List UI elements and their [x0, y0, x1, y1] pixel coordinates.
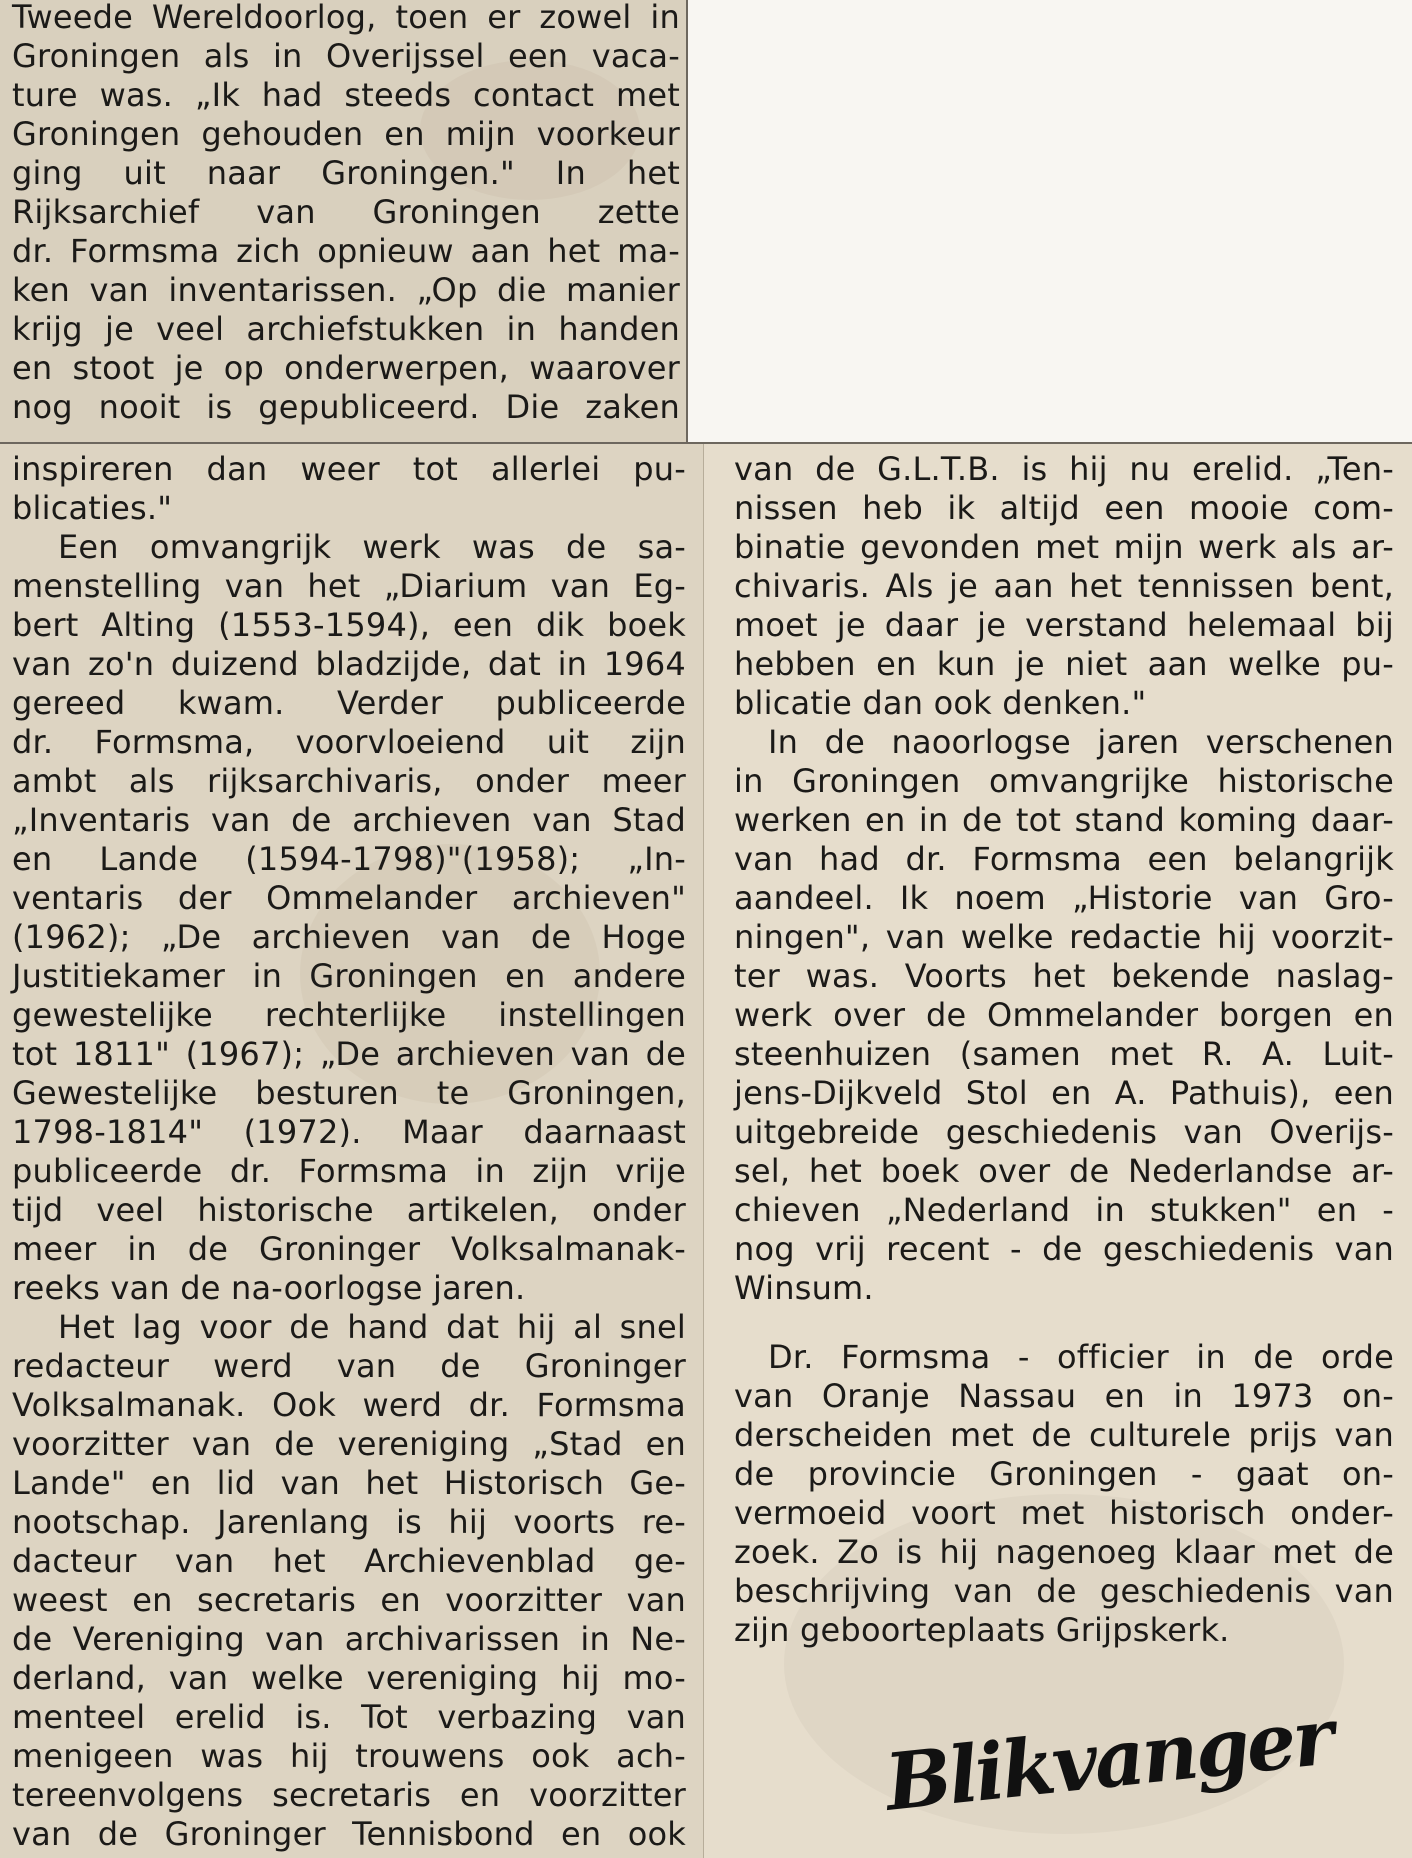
text-line: de provincie Groningen - gaat on-: [734, 1455, 1394, 1493]
text-line: dacteur van het Archievenblad ge-: [12, 1542, 686, 1580]
paragraph-gap: [734, 1308, 1394, 1338]
text-line: blicatie dan ook denken.": [734, 684, 1147, 722]
text-line: werken en in de tot stand koming daar-: [734, 801, 1394, 839]
text-line: krijg je veel archiefstukken in handen: [12, 310, 680, 348]
text-line: hebben en kun je niet aan welke pu-: [734, 645, 1394, 683]
paragraph-start: Dr. Formsma - officier in de orde: [768, 1338, 1394, 1376]
text-line: derscheiden met de culturele prijs van: [734, 1416, 1394, 1454]
paragraph-start: Een omvangrijk werk was de sa-: [58, 528, 686, 566]
text-line: menigeen was hij trouwens ook ach-: [12, 1737, 686, 1775]
text-line: van zo'n duizend bladzijde, dat in 1964: [12, 645, 686, 683]
text-line: ging uit naar Groningen." In het: [12, 154, 680, 192]
text-line: vermoeid voort met historisch onder-: [734, 1494, 1394, 1532]
text-line: Groningen gehouden en mijn voorkeur: [12, 115, 680, 153]
text-line: voorzitter van de vereniging „Stad en: [12, 1425, 686, 1463]
text-line: nootschap. Jarenlang is hij voorts re-: [12, 1503, 686, 1541]
text-line: uitgebreide geschiedenis van Overijs-: [734, 1113, 1394, 1151]
text-line: binatie gevonden met mijn werk als ar-: [734, 528, 1394, 566]
right-text-column: [734, 450, 1394, 1650]
text-line: inspireren dan weer tot allerlei pu-: [12, 450, 686, 488]
column-gutter: [703, 444, 704, 1858]
text-line: de Vereniging van archivarissen in Ne-: [12, 1620, 686, 1658]
text-line: nog nooit is gepubliceerd. Die zaken: [12, 388, 680, 426]
text-line: tereenvolgens secretaris en voorzitter: [12, 1776, 686, 1814]
text-line: in Groningen omvangrijke historische: [734, 762, 1394, 800]
text-line: ken van inventarissen. „Op die manier: [12, 271, 680, 309]
clipping-edge-vertical-top: [686, 0, 688, 444]
text-line: Rijksarchief van Groningen zette: [12, 193, 680, 231]
text-line: publiceerde dr. Formsma in zijn vrije: [12, 1152, 686, 1190]
text-line: menstelling van het „Diarium van Eg-: [12, 567, 686, 605]
text-line: 1798-1814" (1972). Maar daarnaast: [12, 1113, 686, 1151]
text-line: gereed kwam. Verder publiceerde: [12, 684, 686, 722]
text-line: Tweede Wereldoorlog, toen er zowel in: [12, 0, 680, 36]
clipping-right-column: [704, 444, 1412, 1858]
text-line: nissen heb ik altijd een mooie com-: [734, 489, 1394, 527]
text-line: zoek. Zo is hij nagenoeg klaar met de: [734, 1533, 1394, 1571]
text-line: tijd veel historische artikelen, onder: [12, 1191, 686, 1229]
text-line: „Inventaris van de archieven van Stad: [12, 801, 686, 839]
text-line: redacteur werd van de Groninger: [12, 1347, 686, 1385]
text-line: chivaris. Als je aan het tennissen bent,: [734, 567, 1394, 605]
text-line: Winsum.: [734, 1269, 874, 1307]
text-line: en Lande (1594-1798)"(1958); „In-: [12, 840, 686, 878]
text-line: menteel erelid is. Tot verbazing van: [12, 1698, 686, 1736]
paragraph-start: Het lag voor de hand dat hij al snel: [58, 1308, 686, 1346]
text-line: jens-Dijkveld Stol en A. Pathuis), een: [734, 1074, 1394, 1112]
text-line: ventaris der Ommelander archieven": [12, 879, 686, 917]
text-line: derland, van welke vereniging hij mo-: [12, 1659, 686, 1697]
text-line: bert Alting (1553-1594), een dik boek: [12, 606, 686, 644]
text-line: en stoot je op onderwerpen, waarover: [12, 349, 680, 387]
text-line: zijn geboorteplaats Grijpskerk.: [734, 1611, 1230, 1649]
clipping-edge-horizontal: [0, 442, 1412, 444]
text-line: dr. Formsma, voorvloeiend uit zijn: [12, 723, 686, 761]
text-line: werk over de Ommelander borgen en: [734, 996, 1394, 1034]
text-line: meer in de Groninger Volksalmanak-: [12, 1230, 686, 1268]
text-line: ture was. „Ik had steeds contact met: [12, 76, 680, 114]
text-line: Justitiekamer in Groningen en andere: [12, 957, 686, 995]
blank-page-area: [688, 0, 1412, 444]
text-line: reeks van de na-oorlogse jaren.: [12, 1269, 526, 1307]
clipping-top-fragment: [0, 0, 688, 444]
text-line: sel, het boek over de Nederlandse ar-: [734, 1152, 1394, 1190]
text-line: van de G.L.T.B. is hij nu erelid. „Ten-: [734, 450, 1394, 488]
text-line: Groningen als in Overijssel een vaca-: [12, 37, 680, 75]
top-text-column: [12, 0, 680, 427]
signature-blikvanger: Blikvanger: [881, 1691, 1336, 1829]
text-line: moet je daar je verstand helemaal bij: [734, 606, 1394, 644]
text-line: ningen", van welke redactie hij voorzit-: [734, 918, 1394, 956]
text-line: ambt als rijksarchivaris, onder meer: [12, 762, 686, 800]
text-line: van de Groninger Tennisbond en ook: [12, 1815, 686, 1853]
text-line: aandeel. Ik noem „Historie van Gro-: [734, 879, 1394, 917]
text-line: chieven „Nederland in stukken" en -: [734, 1191, 1394, 1229]
text-line: dr. Formsma zich opnieuw aan het ma-: [12, 232, 680, 270]
text-line: nog vrij recent - de geschiedenis van: [734, 1230, 1394, 1268]
text-line: weest en secretaris en voorzitter van: [12, 1581, 686, 1619]
text-line: steenhuizen (samen met R. A. Luit-: [734, 1035, 1394, 1073]
text-line: Volksalmanak. Ook werd dr. Formsma: [12, 1386, 686, 1424]
text-line: Gewestelijke besturen te Groningen,: [12, 1074, 686, 1112]
text-line: van Oranje Nassau en in 1973 on-: [734, 1377, 1394, 1415]
text-line: van had dr. Formsma een belangrijk: [734, 840, 1394, 878]
text-line: Lande" en lid van het Historisch Ge-: [12, 1464, 686, 1502]
text-line: blicaties.": [12, 489, 173, 527]
text-line: ter was. Voorts het bekende naslag-: [734, 957, 1394, 995]
clipping-left-column: [0, 444, 704, 1858]
text-line: (1962); „De archieven van de Hoge: [12, 918, 686, 956]
paragraph-start: In de naoorlogse jaren verschenen: [768, 723, 1394, 761]
left-text-column: [12, 450, 686, 1854]
text-line: gewestelijke rechterlijke instellingen: [12, 996, 686, 1034]
text-line: beschrijving van de geschiedenis van: [734, 1572, 1394, 1610]
text-line: tot 1811" (1967); „De archieven van de: [12, 1035, 686, 1073]
